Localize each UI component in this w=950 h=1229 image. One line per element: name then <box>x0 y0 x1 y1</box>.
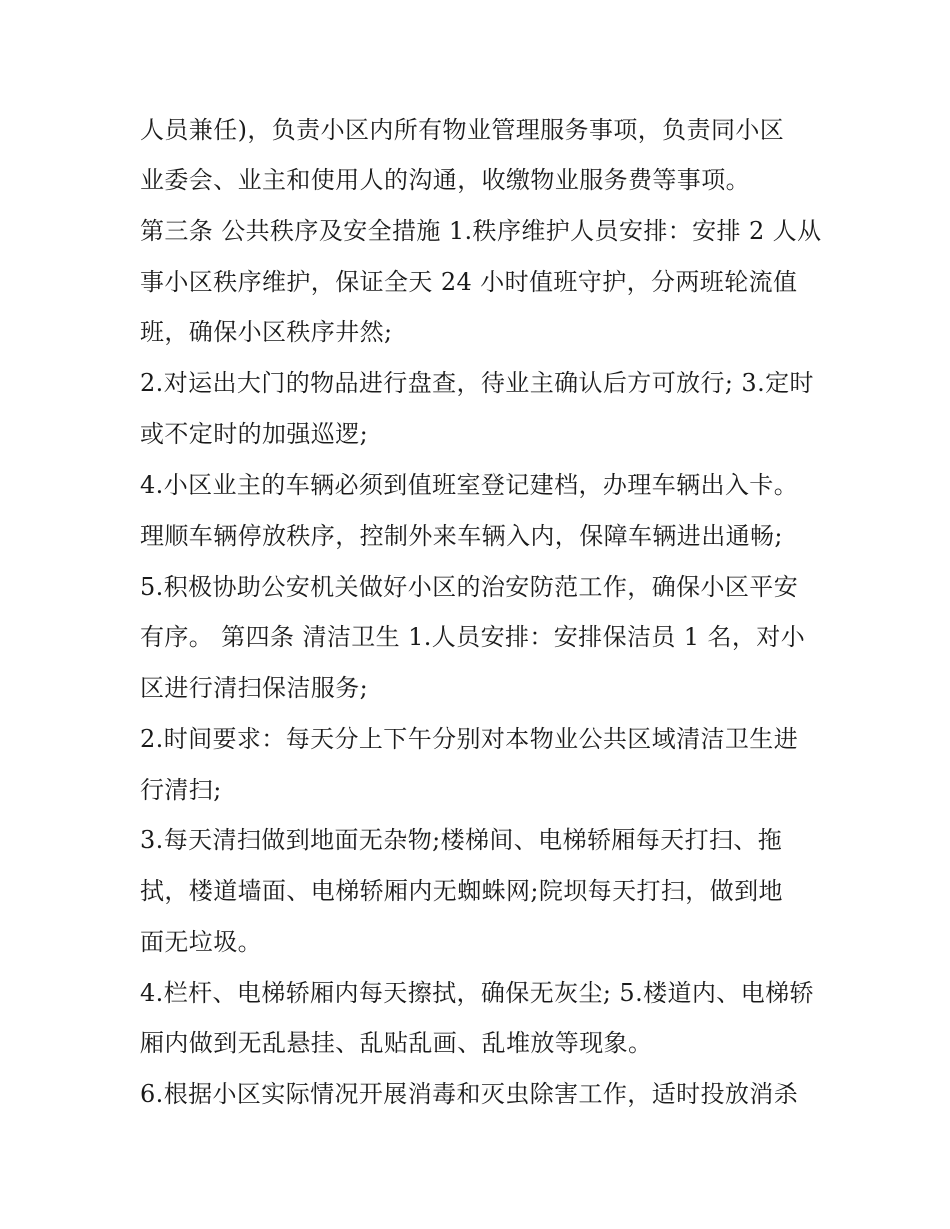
text-line: 面无垃圾。 <box>140 928 262 956</box>
text-line: 行清扫; <box>140 776 222 804</box>
text-line: 2.对运出大门的物品进行盘查，待业主确认后方可放行; 3.定时 <box>140 369 814 397</box>
text-line: 6.根据小区实际情况开展消毒和灭虫除害工作，适时投放消杀 <box>140 1080 799 1108</box>
text-line: 4.小区业主的车辆必须到值班室登记建档，办理车辆出入卡。 <box>140 471 799 499</box>
text-line: 有序。 第四条 清洁卫生 1.人员安排：安排保洁员 1 名，对小 <box>140 623 806 651</box>
text-line: 班，确保小区秩序井然; <box>140 318 393 346</box>
text-line: 业委会、业主和使用人的沟通，收缴物业服务费等事项。 <box>140 166 750 194</box>
text-line: 理顺车辆停放秩序，控制外来车辆入内，保障车辆进出通畅; <box>140 522 783 550</box>
text-line: 2.时间要求：每天分上下午分别对本物业公共区域清洁卫生进 <box>140 725 799 753</box>
text-line: 厢内做到无乱悬挂、乱贴乱画、乱堆放等现象。 <box>140 1029 653 1057</box>
text-line: 3.每天清扫做到地面无杂物;楼梯间、电梯轿厢每天打扫、拖 <box>140 826 783 854</box>
text-line: 事小区秩序维护，保证全天 24 小时值班守护，分两班轮流值 <box>140 268 798 296</box>
text-line: 5.积极协助公安机关做好小区的治安防范工作，确保小区平安 <box>140 573 799 601</box>
text-line: 拭，楼道墙面、电梯轿厢内无蜘蛛网;院坝每天打扫，做到地 <box>140 877 783 905</box>
text-line: 4.栏杆、电梯轿厢内每天擦拭，确保无灰尘; 5.楼道内、电梯轿 <box>140 979 814 1007</box>
text-line: 第三条 公共秩序及安全措施 1.秩序维护人员安排：安排 2 人从 <box>140 217 822 245</box>
text-line: 人员兼任)，负责小区内所有物业管理服务事项，负责同小区 <box>140 116 785 144</box>
text-line: 区进行清扫保洁服务; <box>140 674 369 702</box>
text-line: 或不定时的加强巡逻; <box>140 420 369 448</box>
